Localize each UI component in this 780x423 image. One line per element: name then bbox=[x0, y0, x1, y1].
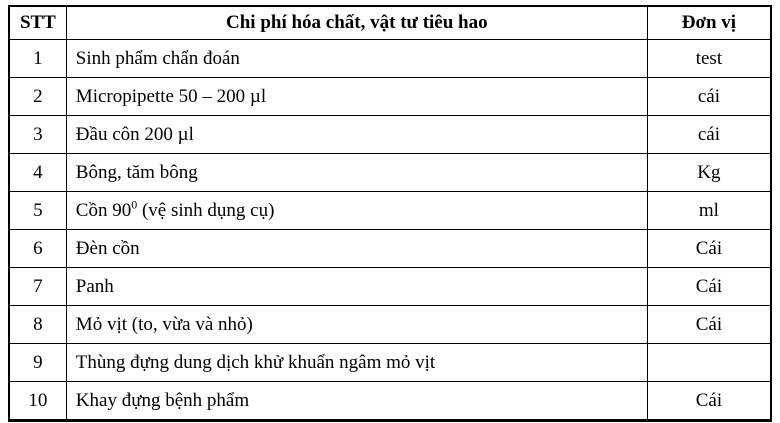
table-row bbox=[9, 306, 771, 344]
cell-stt: 7 bbox=[9, 268, 66, 306]
header-cell-unit: Đơn vị bbox=[647, 6, 771, 40]
table-row bbox=[9, 154, 771, 192]
table-row bbox=[9, 344, 771, 382]
cell-unit: Cái bbox=[647, 306, 771, 344]
table-row bbox=[9, 78, 771, 116]
cell-stt: 4 bbox=[9, 154, 66, 192]
cell-unit: ml bbox=[647, 192, 771, 230]
cell-item: Thùng đựng dung dịch khử khuẩn ngâm mỏ vịt bbox=[66, 344, 647, 382]
cell-unit bbox=[647, 344, 771, 382]
cell-unit: Cái bbox=[647, 230, 771, 268]
cell-stt: 6 bbox=[9, 230, 66, 268]
cell-item: Đầu côn 200 µl bbox=[66, 116, 647, 154]
cell-unit: cái bbox=[647, 78, 771, 116]
cell-stt: 3 bbox=[9, 116, 66, 154]
cell-item: Đèn cồn bbox=[66, 230, 647, 268]
table-row bbox=[9, 230, 771, 268]
cell-item: Micropipette 50 – 200 µl bbox=[66, 78, 647, 116]
table-row bbox=[9, 40, 771, 78]
cell-stt: 2 bbox=[9, 78, 66, 116]
cell-item: Khay đựng bệnh phẩm bbox=[66, 382, 647, 421]
cell-stt: 10 bbox=[9, 382, 66, 421]
cell-stt: 1 bbox=[9, 40, 66, 78]
cell-unit: test bbox=[647, 40, 771, 78]
cell-stt: 9 bbox=[9, 344, 66, 382]
table-row bbox=[9, 382, 771, 421]
table-row bbox=[9, 192, 771, 230]
consumables-table bbox=[8, 5, 772, 422]
cell-unit: Cái bbox=[647, 382, 771, 421]
header-cell-stt: STT bbox=[9, 6, 66, 40]
header-cell-item: Chi phí hóa chất, vật tư tiêu hao bbox=[66, 6, 647, 40]
superscript: 0 bbox=[131, 197, 138, 212]
cell-stt: 5 bbox=[9, 192, 66, 230]
cell-unit: Cái bbox=[647, 268, 771, 306]
table-row bbox=[9, 268, 771, 306]
cell-unit: Kg bbox=[647, 154, 771, 192]
cell-unit: cái bbox=[647, 116, 771, 154]
table-body bbox=[9, 40, 771, 421]
cell-item: Panh bbox=[66, 268, 647, 306]
cell-item: Cồn $90^0$ (vệ sinh dụng cụ) bbox=[66, 192, 647, 230]
cell-stt: 8 bbox=[9, 306, 66, 344]
table-row bbox=[9, 116, 771, 154]
cell-item: Mỏ vịt (to, vừa và nhỏ) bbox=[66, 306, 647, 344]
cell-item: Sinh phẩm chẩn đoán bbox=[66, 40, 647, 78]
cell-item: Bông, tăm bông bbox=[66, 154, 647, 192]
table-header-row bbox=[9, 6, 771, 40]
